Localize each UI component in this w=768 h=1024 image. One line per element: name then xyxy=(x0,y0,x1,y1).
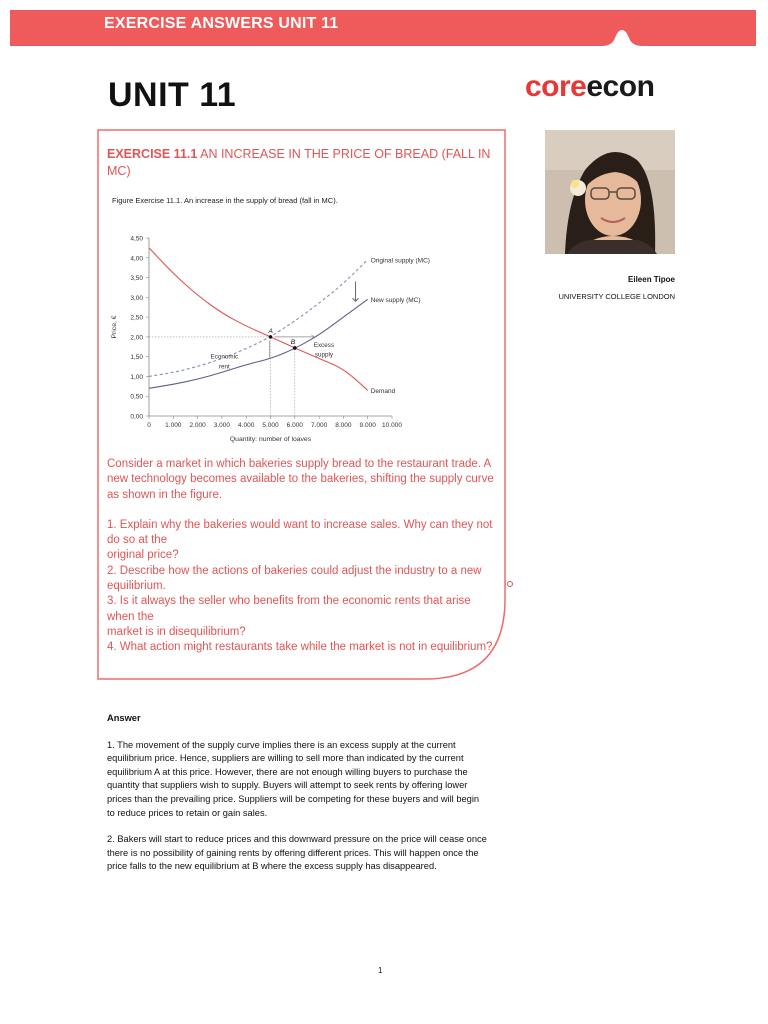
x-tick-label: 4.000 xyxy=(238,422,255,429)
banner-title: EXERCISE ANSWERS UNIT 11 xyxy=(104,15,339,32)
author-affiliation: UNIVERSITY COLLEGE LONDON xyxy=(558,292,675,301)
x-tick-label: 0 xyxy=(147,422,151,429)
y-tick-label: 3,50 xyxy=(130,275,143,283)
y-tick-label: 2,50 xyxy=(130,314,143,322)
y-tick-label: 0,50 xyxy=(130,393,143,401)
x-tick-label: 6.000 xyxy=(286,422,303,429)
question-line: market is in disequilibrium? xyxy=(107,625,246,638)
decorative-dot xyxy=(507,581,513,587)
y-tick-label: 0,00 xyxy=(130,413,143,421)
point-label: B xyxy=(290,338,296,346)
y-tick-label: 4,50 xyxy=(130,235,143,243)
y-tick-label: 4,00 xyxy=(130,255,143,263)
chart-annotation: supply xyxy=(314,351,334,359)
x-tick-label: 10.000 xyxy=(382,422,402,429)
exercise-number: EXERCISE 11.1 xyxy=(107,147,198,161)
page-title: UNIT 11 xyxy=(108,76,237,114)
x-tick-label: 2.000 xyxy=(189,422,206,429)
answer-paragraph: 2. Bakers will start to reduce prices and this downward pressure on the price will cease once there is no possibility of gaining rents by offering different prices. This will happen once the price falls to the new equilibrium at B where the excess supply has disappeared. xyxy=(107,834,487,872)
series-new-supply-mc-line xyxy=(149,299,368,388)
series-demand-line xyxy=(149,248,368,390)
series-label: Original supply (MC) xyxy=(370,257,430,265)
series-label: New supply (MC) xyxy=(370,296,421,304)
x-tick-label: 8.000 xyxy=(335,422,352,429)
x-tick-label: 1.000 xyxy=(165,422,182,429)
series-original-supply-mc-line xyxy=(149,260,368,377)
x-tick-label: 5.000 xyxy=(262,422,279,429)
question-line: 2. Describe how the actions of bakeries could adjust the industry to a new equilibrium. xyxy=(107,564,482,593)
chart-annotation: rent xyxy=(218,363,230,371)
answer-paragraph: 1. The movement of the supply curve implies there is an excess supply at the current equilibrium price. Hence, suppliers are willing to sell more than indicated by the current equilibrium A at this price. However, there are not enough willing buyers to purchase the quantity that suppliers wish to supply. Buyers will attempt to seek rents by offering lower prices than the prevailing price. Suppliers will be competing for these buyers and will begin to reduce prices to retain or gain sales. xyxy=(107,739,480,818)
equilibrium-point xyxy=(293,346,297,350)
question-line: 3. Is it always the seller who benefits from the economic rents that arise when the xyxy=(107,595,471,623)
page-number: 1 xyxy=(378,966,383,975)
x-axis-label: Quantity: number of loaves xyxy=(229,436,312,443)
series-label: Demand xyxy=(370,387,396,395)
exercise-intro: Consider a market in which bakeries supply bread to the restaurant trade. A new technology becomes available to the bakeries, shifting the supply curve as shown in the figure. xyxy=(107,458,494,501)
equilibrium-point xyxy=(269,335,273,339)
exercise-title xyxy=(107,146,492,180)
chart-annotation: Economic xyxy=(210,353,239,361)
answer-section xyxy=(107,712,487,874)
y-tick-label: 1,50 xyxy=(130,354,143,362)
chart-annotation: Excess xyxy=(313,341,335,349)
x-tick-label: 3.000 xyxy=(213,422,231,429)
coreecon-logo: coreecon xyxy=(525,70,655,103)
question-line: 1. Explain why the bakeries would want to increase sales. Why can they not do so at the xyxy=(107,518,493,547)
point-label: A xyxy=(268,327,273,335)
question-line: 4. What action might restaurants take while the market is not in equilibrium? xyxy=(107,641,493,654)
supply-demand-chart xyxy=(106,226,496,448)
author-photo xyxy=(545,130,675,254)
x-tick-label: 9.000 xyxy=(359,422,376,429)
answer-heading: Answer xyxy=(107,713,141,723)
author-name: Eileen Tipoe xyxy=(628,275,675,284)
figure-caption: Figure Exercise 11.1. An increase in the supply of bread (fall in MC). xyxy=(112,196,338,205)
y-tick-label: 1,00 xyxy=(130,373,143,381)
question-line: original price? xyxy=(107,549,179,562)
y-axis-label: Price, € xyxy=(111,315,118,339)
y-tick-label: 2,00 xyxy=(130,334,143,342)
x-tick-label: 7.000 xyxy=(310,422,328,429)
y-tick-label: 3,00 xyxy=(130,294,143,302)
exercise-title-text: AN INCREASE IN THE PRICE OF BREAD (FALL IN MC) xyxy=(107,147,491,178)
exercise-questions xyxy=(107,457,499,656)
